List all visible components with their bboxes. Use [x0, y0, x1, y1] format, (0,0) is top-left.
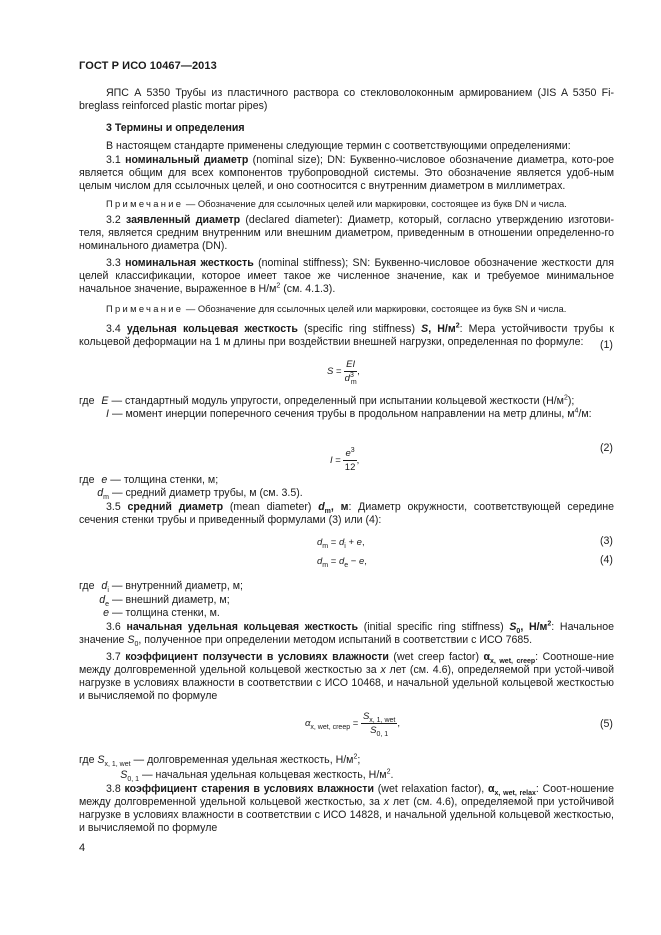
equation-1: S = $\frac{EI}{d^3_m}$ ,	[327, 359, 360, 386]
where-e: где e — толщина стенки, м;	[79, 474, 219, 486]
term-3-4: 3.4 удельная кольцевая жесткость (specific ring stiffness) S, $Н/м^2$: Мера устойчивости трубы к кольцевой деформации на 1 м длины при воздействии внешней нагрузки, определенная по формуле:	[79, 322, 614, 348]
jis-reference: ЯПС А 5350 Трубы из пластичного раствора со стекловолоконным армированием (JIS A 5350 Fi-breglass reinforced plastic mortar pipes)	[79, 87, 614, 112]
section-3-title: 3 Термины и определения	[106, 122, 245, 134]
note-label-2: Примечание	[106, 303, 184, 314]
note-label: Примечание	[106, 198, 184, 209]
equation-4-number: (4)	[600, 554, 613, 566]
section-intro: В настоящем стандарте применены следующие термин с соответствующими определениями:	[106, 140, 571, 152]
term-3-5: 3.5 средний диаметр (mean diameter) $d_m$, м: Диаметр окружности, соответствующей середине сечения стенки трубы и приведенный формулами (3) или (4):	[79, 501, 614, 526]
where-I: I — момент инерции поперечного сечения трубы в продольном направлении на метр длины, $м^4/м$:	[106, 407, 592, 420]
term-3-3: 3.3 номинальная жесткость (nominal stiffness); SN: Буквенно-числовое обозначение жесткости для целей классификации, которое имеет такое же численное значение, как и требуемое минимальное начальное значение, выраженное в $Н/м^2$ (см. 4.1.3).	[79, 257, 614, 295]
term-3-7: 3.7 коэффициент ползучести в условиях влажности (wet creep factor) $\alpha_{x, wet, creep}$: Соотноше-ние между долговременной удельной кольцевой жесткостью за x лет (см. 4.6), определяемой при устой-чивой нагрузке в условиях влажности в соответствии с ИСО 10468, и начальной удельной кольцевой жесткостью и вычисляемой по формуле	[79, 651, 614, 702]
term-3-4-name: удельная кольцевая жесткость	[126, 323, 298, 335]
equation-2: I = $\frac{e^3}{12}$ ,	[330, 446, 360, 473]
equation-2-number: (2)	[600, 442, 613, 454]
where-sx: где $S_{x, 1, wet}$ — долговременная удельная жесткость, $Н/м^2$;	[79, 753, 361, 769]
document-header: ГОСТ Р ИСО 10467—2013	[79, 60, 217, 72]
term-3-5-name: средний диаметр	[127, 501, 224, 513]
equation-5: $\alpha_{x, wet, creep}$ = $\frac{S_{x, 1, wet}}{S_{0, 1}}$ ,	[305, 711, 400, 738]
term-3-2: 3.2 заявленный диаметр (declared diameter): Диаметр, который, согласно утверждению изготови-теля, является средним внутренним или внешним диаметром, приведенным в отношении определенно-го номинального диаметра (DN).	[79, 214, 614, 252]
where-de: $d_e$ — внешний диаметр, м;	[99, 594, 230, 609]
term-3-6-name: начальная удельная кольцевая жесткость	[126, 621, 359, 633]
term-3-8: 3.8 коэффициент старения в условиях влажности (wet relaxation factor), $\alpha_{x, wet, relax}$: Соот-ношение между долговременной удельной кольцевой жесткостью, за x лет (см. 4.6), определяемой при устойчивой нагрузке в условиях влажности в соответствии с ИСО 14828, и начальной удельной кольцевой жесткостью, и вычисляемой по формуле	[79, 783, 614, 834]
equation-4: $d_m = d_e - e$,	[317, 556, 367, 569]
term-3-6: 3.6 начальная удельная кольцевая жесткость (initial specific ring stiffness) $S_0$, $Н/м^2$: Начальное значение $S_0$, полученное при определении методом испытаний в соответствии с ИСО 7685.	[79, 620, 614, 649]
where-E: где E — стандартный модуль упругости, определенный при испытании кольцевой жесткости $(Н/м^2)$;	[79, 394, 575, 407]
equation-5-number: (5)	[600, 718, 613, 730]
term-3-3-name: номинальная жесткость	[125, 257, 254, 269]
equation-3-number: (3)	[600, 535, 613, 547]
term-3-7-name: коэффициент ползучести в условиях влажности	[125, 651, 389, 663]
term-3-8-name: коэффициент старения в условиях влажности	[124, 783, 374, 795]
equation-3: $d_m = d_i + e$,	[317, 537, 365, 550]
where-dm: $d_m$ — средний диаметр трубы, м (см. 3.5).	[97, 487, 303, 502]
where-di: где $d_i$ — внутренний диаметр, м;	[79, 580, 243, 595]
note-sn: Примечание — Обозначение для ссылочных целей или маркировки, состоящее из букв SN и числа.	[106, 303, 567, 314]
where-e-2: e — толщина стенки, м.	[103, 607, 220, 619]
term-3-2-name: заявленный диаметр	[126, 214, 241, 226]
term-3-1-name: номинальный диаметр	[125, 154, 249, 166]
page-number: 4	[79, 842, 86, 854]
where-s0: $S_{0, 1}$ — начальная удельная кольцевая жесткость, $Н/м^2$.	[120, 768, 394, 784]
term-3-1: 3.1 номинальный диаметр (nominal size); DN: Буквенно-числовое обозначение диаметра, кото-рое является общим для всех компонентов трубопроводной системы. Это обозначение является удоб-ным целым числом для ссылочных целей, и оно соотносится с внутренним диаметром в миллиметрах.	[79, 154, 614, 192]
note-dn: Примечание — Обозначение для ссылочных целей или маркировки, состоящее из букв DN и числа.	[106, 198, 567, 209]
equation-1-number: (1)	[600, 339, 613, 351]
